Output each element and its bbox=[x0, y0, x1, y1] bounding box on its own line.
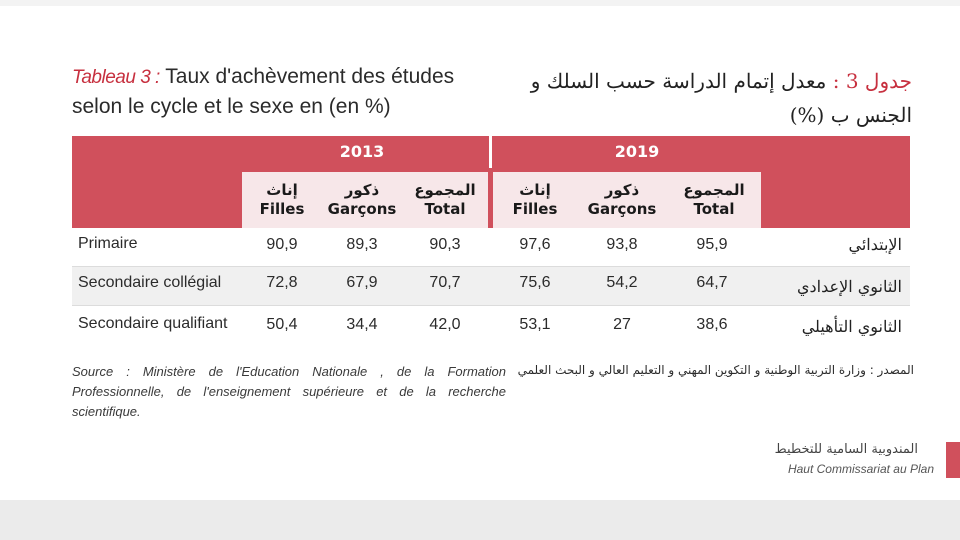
cell-value: 89,3 bbox=[346, 236, 378, 253]
subheader-garcons-2013 bbox=[322, 181, 402, 219]
source-french: Source : Ministère de l'Education Nationale , de la Formation Professionnelle, de l'enseignement supérieure et de la recherche scientifique. bbox=[72, 364, 506, 419]
subheader-ar: إناث bbox=[519, 181, 551, 199]
source-arabic: المصدر : وزارة التربية الوطنية و التكوين المهني و التعليم العالي و البحث العلمي bbox=[517, 363, 914, 377]
cell-value: 67,9 bbox=[346, 274, 378, 291]
footer-org-french: Haut Commissariat au Plan bbox=[787, 462, 934, 476]
subheader-fr: Total bbox=[693, 200, 735, 218]
subheader-fr: Filles bbox=[512, 200, 558, 218]
subheader-ar: ذكور bbox=[344, 181, 380, 199]
cell-value: 53,1 bbox=[519, 316, 551, 333]
table-row bbox=[72, 228, 910, 266]
subheader-ar: ذكور bbox=[604, 181, 640, 199]
cell-value: 54,2 bbox=[606, 274, 638, 291]
title-french-text: Taux d'achèvement des études selon le cycle et le sexe en (en %) bbox=[72, 65, 455, 118]
subheader-garcons-2019 bbox=[577, 181, 667, 219]
bottom-strip bbox=[0, 500, 960, 540]
cell-value: 70,7 bbox=[429, 274, 461, 291]
title-arabic-text: معدل إتمام الدراسة حسب السلك و الجنس ب (%) bbox=[530, 69, 912, 127]
cell-value: 93,8 bbox=[606, 236, 638, 253]
row-label-fr: Secondaire collégial bbox=[78, 274, 222, 291]
cell-value: 42,0 bbox=[429, 316, 461, 333]
data-table bbox=[72, 136, 910, 350]
row-label-ar: الإبتدائي bbox=[848, 235, 902, 254]
footer-org-arabic: المندوبية السامية للتخطيط bbox=[774, 442, 918, 457]
subheader-fr: Total bbox=[424, 200, 466, 218]
subheader-filles-2013 bbox=[242, 181, 322, 219]
top-divider bbox=[0, 0, 960, 6]
title-arabic-label: جدول 3 : bbox=[832, 69, 912, 93]
year-divider bbox=[489, 136, 492, 168]
row-label-fr: Secondaire qualifiant bbox=[78, 315, 228, 332]
subheader-ar: المجموع bbox=[683, 181, 745, 199]
subheader-ar: المجموع bbox=[414, 181, 476, 199]
row-label-ar: الثانوي الإعدادي bbox=[797, 277, 902, 296]
cell-value: 90,9 bbox=[266, 236, 298, 253]
subheader-fr: Garçons bbox=[327, 200, 397, 218]
cell-value: 72,8 bbox=[266, 274, 298, 291]
footer-accent-mark bbox=[946, 442, 960, 478]
year-2013-header: 2013 bbox=[339, 142, 385, 161]
cell-value: 27 bbox=[613, 316, 631, 333]
year-2019-header: 2019 bbox=[614, 142, 660, 161]
cell-value: 97,6 bbox=[519, 236, 551, 253]
cell-value: 38,6 bbox=[696, 316, 728, 333]
row-label-fr: Primaire bbox=[78, 235, 138, 252]
title-french bbox=[72, 62, 492, 121]
title-french-label: Tableau 3 : bbox=[72, 67, 160, 88]
subheader-ar: إناث bbox=[266, 181, 298, 199]
subheader-filles-2019 bbox=[493, 181, 577, 219]
cell-value: 64,7 bbox=[696, 274, 728, 291]
cell-value: 75,6 bbox=[519, 274, 551, 291]
subheader-total-2013 bbox=[402, 181, 488, 219]
subheader-fr: Filles bbox=[259, 200, 305, 218]
cell-value: 34,4 bbox=[346, 316, 378, 333]
cell-value: 95,9 bbox=[696, 236, 728, 253]
subheader-fr: Garçons bbox=[587, 200, 657, 218]
row-label-ar: الثانوي التأهيلي bbox=[801, 317, 902, 336]
cell-value: 50,4 bbox=[266, 316, 298, 333]
title-arabic bbox=[482, 64, 912, 132]
subheader-total-2019 bbox=[667, 181, 761, 219]
cell-value: 90,3 bbox=[429, 236, 461, 253]
